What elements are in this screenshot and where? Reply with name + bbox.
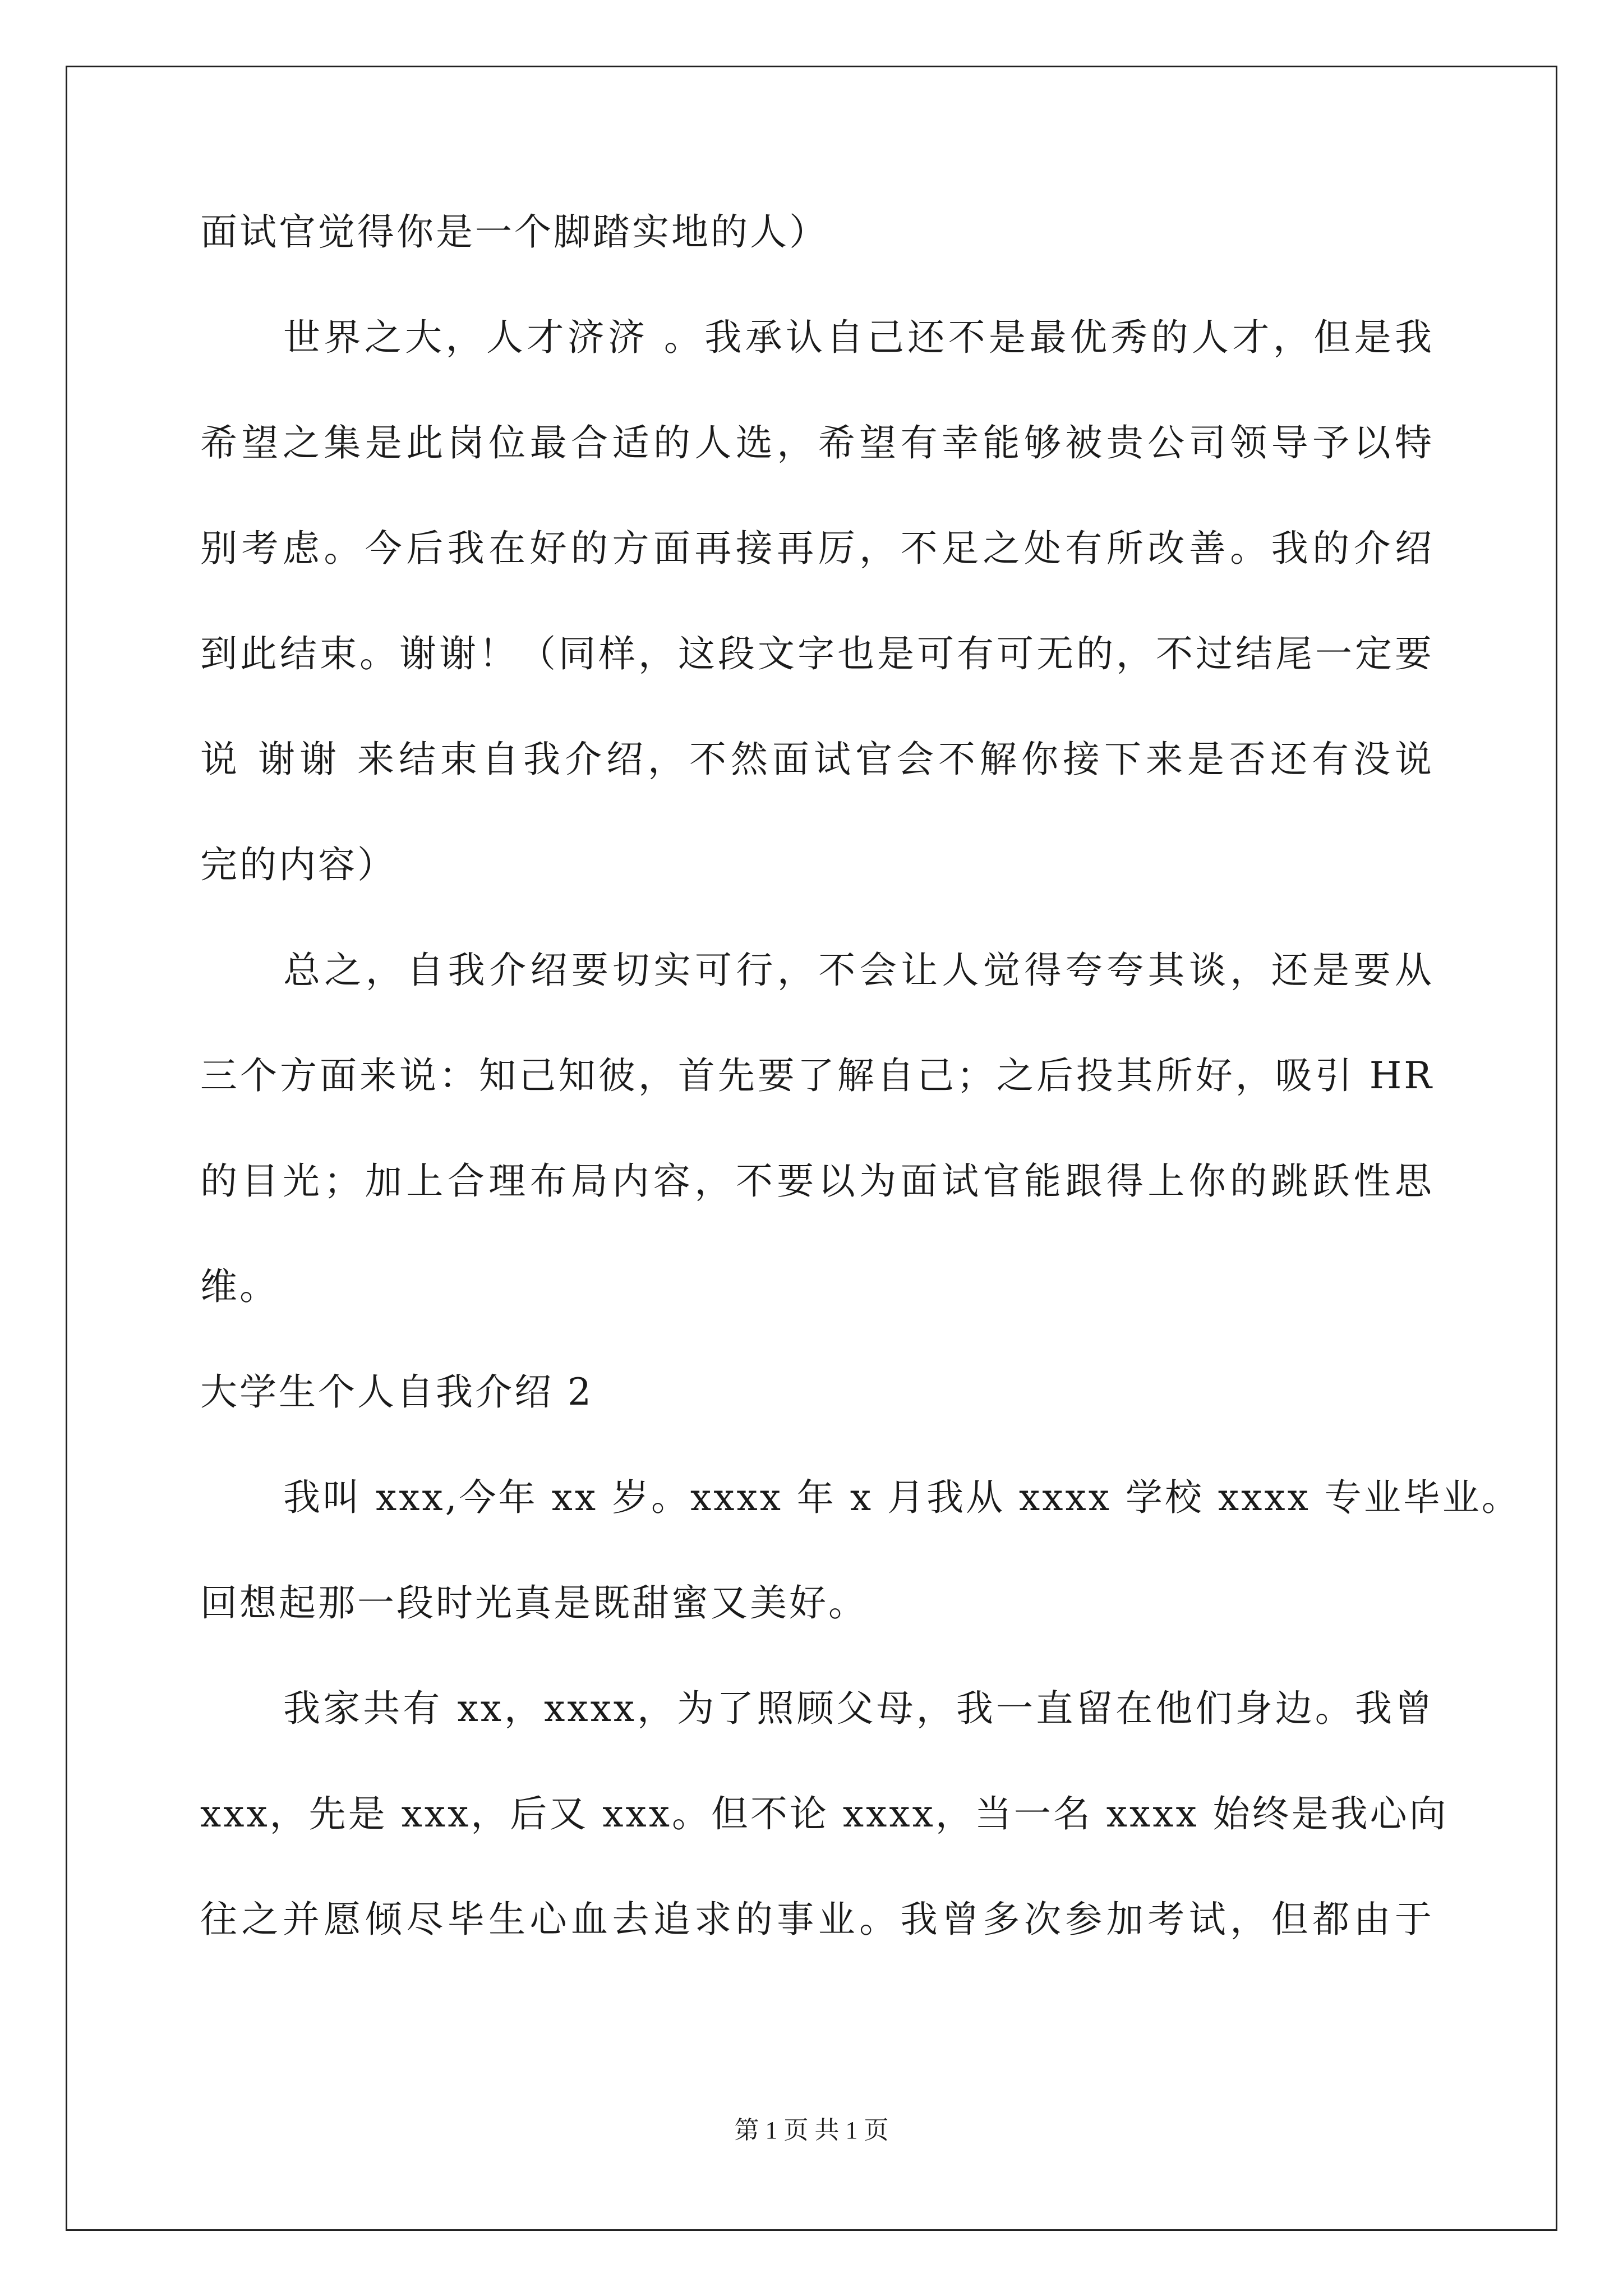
paragraph-line: 的目光；加上合理布局内容，不要以为面试官能跟得上你的跳跃性思 — [200, 1159, 1434, 1203]
paragraph-line: 说 谢谢 来结束自我介绍，不然面试官会不解你接下来是否还有没说 — [200, 738, 1434, 781]
paragraph-line: 往之并愿倾尽毕生心血去追求的事业。我曾多次参加考试，但都由于 — [200, 1898, 1434, 1941]
paragraph-line: 到此结束。谢谢！（同样，这段文字也是可有可无的，不过结尾一定要 — [200, 632, 1434, 675]
paragraph-line: 别考虑。今后我在好的方面再接再厉，不足之处有所改善。我的介绍 — [200, 527, 1434, 570]
paragraph-line: 维。 — [200, 1265, 279, 1308]
paragraph-line: 我家共有 xx，xxxx，为了照顾父母，我一直留在他们身边。我曾 — [283, 1687, 1434, 1730]
page-number-footer: 第 1 页 共 1 页 — [734, 2116, 889, 2144]
paragraph-line: 三个方面来说：知己知彼，首先要了解自己；之后投其所好，吸引 HR — [200, 1054, 1434, 1097]
paragraph-line: 希望之集是此岗位最合适的人选，希望有幸能够被贵公司领导予以特 — [200, 421, 1434, 464]
paragraph-line: xxx，先是 xxx，后又 xxx。但不论 xxxx，当一名 xxxx 始终是我心向 — [200, 1792, 1449, 1835]
document-body — [200, 208, 1521, 1944]
paragraph-line: 完的内容） — [200, 843, 396, 886]
paragraph-line: 世界之大，人才济济 。我承认自己还不是最优秀的人才，但是我 — [283, 316, 1434, 359]
paragraph-line: 面试官觉得你是一个脚踏实地的人） — [200, 210, 828, 254]
paragraph-line: 总之，自我介绍要切实可行，不会让人觉得夸夸其谈，还是要从 — [283, 949, 1434, 992]
paragraph-line: 我叫 xxx,今年 xx 岁。xxxx 年 x 月我从 xxxx 学校 xxxx 专业毕业。 — [283, 1476, 1521, 1519]
section-heading: 大学生个人自我介绍 2 — [200, 1370, 593, 1414]
paragraph-line: 回想起那一段时光真是既甜蜜又美好。 — [200, 1581, 868, 1625]
